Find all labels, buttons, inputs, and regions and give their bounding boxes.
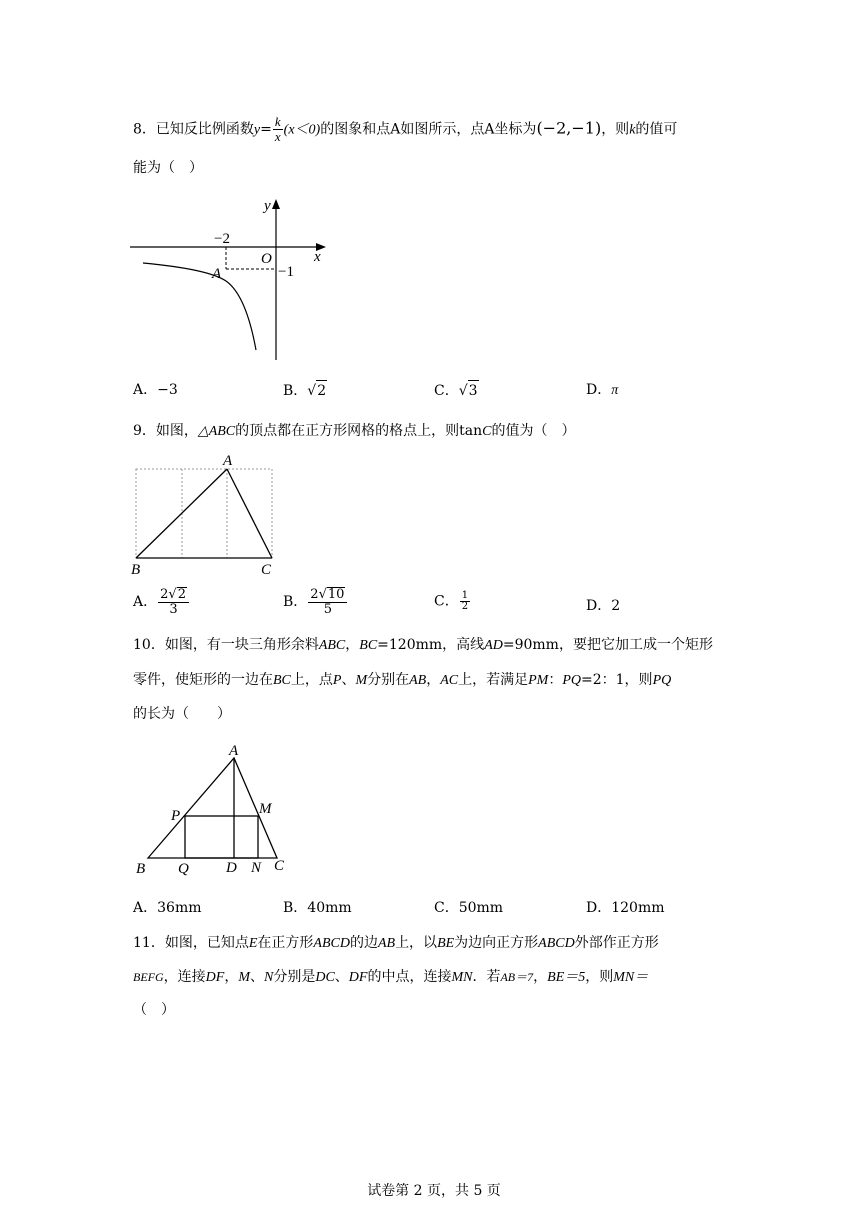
q10-figure <box>128 742 293 880</box>
q10-point-m: M <box>259 801 272 817</box>
q11-line2: BEFG，连接DF，M、N分别是DC、DF的中点，连接MN．若AB＝7，BE＝5，则MN＝ <box>133 969 649 985</box>
q9-vertex-b: B <box>131 562 141 578</box>
q8-option-d: D．π <box>586 382 619 398</box>
q8-line2: 能为（ ） <box>133 160 203 176</box>
q8-option-b: B．√2 <box>283 380 327 401</box>
q10-vertex-b: B <box>136 861 146 877</box>
q9-option-b: B． $\frac{2√10}{5}$ <box>283 587 348 617</box>
q10-point-n: N <box>251 860 262 876</box>
q10-option-b: B．40mm <box>283 900 352 916</box>
page-footer: 试卷第 2 页，共 5 页 <box>367 1183 501 1199</box>
q9-option-c: C． $\frac{1}{2}$ <box>434 590 469 612</box>
q10-option-a: A．36mm <box>133 900 202 916</box>
q8-axis-y: y <box>264 198 271 214</box>
q8-line1: 8．已知反比例函数y= $\frac{k}{x}$ (x＜0)的图象和点A如图所示，点A坐标为(−2,−1)，则k的值可 <box>133 114 678 144</box>
q8-origin: O <box>261 251 272 267</box>
q10-point-p: P <box>171 808 181 824</box>
q8-point-a: A <box>212 266 222 282</box>
q9-vertex-a: A <box>223 453 233 469</box>
q9-line1: 9．如图，△ABC的顶点都在正方形网格的格点上，则tanC的值为（ ） <box>133 423 576 439</box>
q10-option-d: D．120mm <box>586 900 665 916</box>
q9-figure <box>128 448 283 578</box>
q8-fraction: $\frac{k}{x}$ <box>274 114 281 144</box>
q8-option-c: C．√3 <box>434 380 479 401</box>
q10-point-q: Q <box>178 861 189 877</box>
q10-line3: 的长为（ ） <box>133 706 231 722</box>
q10-line2: 零件，使矩形的一边在BC上，点P、M分别在AB，AC上，若满足PM：PQ=2：1，则PQ <box>133 672 672 688</box>
q10-option-c: C．50mm <box>434 900 504 916</box>
q10-point-d: D <box>226 860 237 876</box>
q11-line1: 11．如图，已知点E在正方形ABCD的边AB上，以BE为边向正方形ABCD外部作正方形 <box>133 935 659 951</box>
q10-vertex-a: A <box>229 743 239 759</box>
q9-option-a: A． $\frac{2√2}{3}$ <box>133 587 190 617</box>
q11-line3: （ ） <box>133 1002 175 1018</box>
q8-tick-neg1: −1 <box>278 264 294 280</box>
q8-axis-x: x <box>314 249 321 265</box>
q8-tick-neg2: −2 <box>214 231 230 247</box>
q8-figure <box>128 195 333 365</box>
q8-option-a: A．−3 <box>133 382 178 398</box>
q9-option-d: D．2 <box>586 598 621 614</box>
q10-line1: 10．如图，有一块三角形余料ABC，BC=120mm，高线AD=90mm，要把它加工成一个矩形 <box>133 637 713 653</box>
q9-vertex-c: C <box>261 562 272 578</box>
q10-vertex-c: C <box>274 858 285 874</box>
